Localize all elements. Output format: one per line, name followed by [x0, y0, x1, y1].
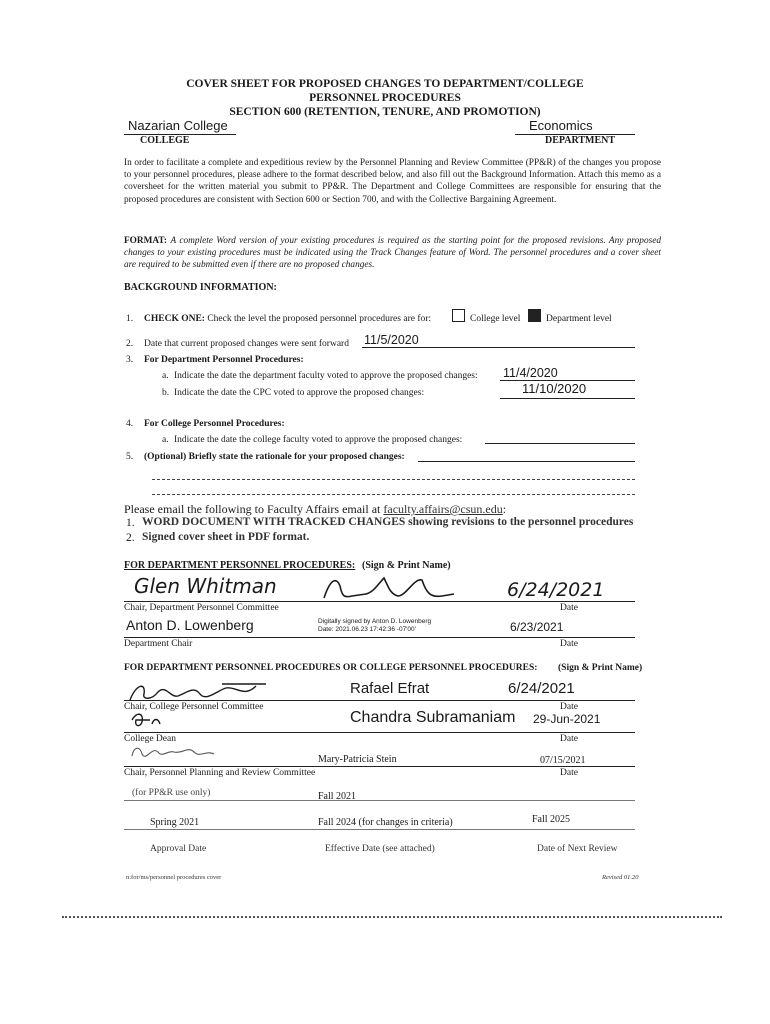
rationale-line-1[interactable] — [418, 461, 635, 462]
department-label: DEPARTMENT — [545, 135, 616, 146]
item4-number: 4. — [126, 419, 134, 429]
rationale-line-3[interactable] — [152, 494, 635, 495]
item3b-text: Indicate the date the CPC voted to approve the proposed changes: — [174, 388, 425, 398]
college-committee-date-label: Date — [560, 702, 578, 712]
ppr-term-value: Fall 2021 — [318, 791, 357, 802]
digital-signature-line1: Digitally signed by Anton D. Lowenberg — [318, 618, 432, 625]
email-colon: : — [502, 502, 507, 516]
college-value[interactable]: Nazarian College — [128, 118, 228, 133]
department-value[interactable]: Economics — [529, 118, 593, 133]
ppr-chair-date[interactable]: 07/15/2021 — [540, 755, 586, 766]
item4a-date-line[interactable] — [485, 443, 635, 444]
doc-title-line1: COVER SHEET FOR PROPOSED CHANGES TO DEPARTMENT/COLLEGE — [186, 78, 584, 90]
ppr-use-only-rule — [124, 800, 635, 801]
item2-date-line — [362, 347, 635, 348]
dept-chair-date-label: Date — [560, 639, 578, 649]
item3b-label: b. — [162, 388, 170, 398]
item3b-date-value[interactable]: 11/10/2020 — [522, 381, 587, 396]
item2-number: 2. — [126, 339, 134, 349]
college-committee-chair-date[interactable]: 6/24/2021 — [508, 680, 575, 697]
combined-section-heading: FOR DEPARTMENT PERSONNEL PROCEDURES OR COLLEGE PERSONNEL PROCEDURES: — [124, 663, 538, 673]
dept-section-heading-note: (Sign & Print Name) — [362, 560, 451, 571]
college-level-label: College level — [470, 314, 521, 324]
email-item1-number: 1. — [126, 517, 135, 529]
background-heading: BACKGROUND INFORMATION: — [124, 282, 277, 293]
doc-title-line3: SECTION 600 (RETENTION, TENURE, AND PROMOTION) — [229, 106, 541, 118]
dept-chair-date[interactable]: 6/23/2021 — [510, 620, 564, 634]
item3-heading: For Department Personnel Procedures: — [144, 355, 304, 365]
college-dean-label: College Dean — [124, 734, 176, 744]
college-dean-name[interactable]: Chandra Subramaniam — [350, 709, 516, 726]
faculty-affairs-email-link[interactable]: faculty.affairs@csun.edu — [383, 502, 503, 516]
college-committee-chair-name[interactable]: Rafael Efrat — [350, 680, 430, 697]
digital-signature-line2: Date: 2021.06.23 17:42:36 -07'00' — [318, 626, 416, 633]
ppr-use-only-label: (for PP&R use only) — [132, 788, 211, 798]
college-dean-sign-line — [124, 732, 635, 733]
approval-date-label: Approval Date — [150, 844, 207, 854]
intro-paragraph: In order to facilitate a complete and expeditious review by the Personnel Planning and Review Committee (PP&R) of the changes you propose to your personnel procedures, please adhere to the format described below, and also fill out the Background Information. Attach this memo as a coversheet for the written material you submit to PP&R. The Department and College Committees are responsible for ensuring that the proposed procedures are consistent with Section 600 or Section 700, and with the Collective Bargaining Agreement. — [124, 158, 661, 205]
effective-date-label: Effective Date (see attached) — [325, 844, 435, 854]
item2-text: Date that current proposed changes were sent forward — [144, 339, 349, 349]
department-level-label: Department level — [546, 314, 612, 324]
ppr-chair-date-label: Date — [560, 768, 578, 778]
item1-lead: CHECK ONE: — [144, 314, 205, 324]
item1-prompt: Check the level the proposed personnel procedures are for: — [207, 314, 432, 324]
next-review-date-label: Date of Next Review — [537, 844, 618, 854]
rationale-line-2[interactable] — [152, 479, 635, 480]
college-label: COLLEGE — [140, 135, 190, 146]
footer-revised: Revised 01.20 — [602, 874, 639, 881]
dept-committee-date-label: Date — [560, 603, 578, 613]
footer-left: n:for/ms/personnel procedures cover — [126, 874, 222, 881]
format-label: FORMAT: — [124, 236, 168, 246]
ppr-chair-signature[interactable] — [128, 742, 218, 764]
item4a-text: Indicate the date the college faculty voted to approve the proposed changes: — [174, 435, 463, 445]
dept-committee-chair-signature[interactable]: Glen Whitman — [134, 574, 277, 598]
item3b-date-line — [500, 398, 635, 399]
dept-section-heading: FOR DEPARTMENT PERSONNEL PROCEDURES: — [124, 560, 356, 571]
combined-section-heading-note: (Sign & Print Name) — [558, 663, 643, 673]
email-instruction — [124, 502, 506, 517]
college-dean-date-label: Date — [560, 734, 578, 744]
item4-heading: For College Personnel Procedures: — [144, 419, 285, 429]
email-item1-text: WORD DOCUMENT WITH TRACKED CHANGES showing revisions to the personnel procedures — [142, 516, 634, 528]
college-level-checkbox[interactable] — [452, 309, 465, 322]
dept-chair-label: Department Chair — [124, 639, 193, 649]
email-instruction-text: Please email the following to Faculty Affairs email at — [124, 502, 381, 516]
approval-date-value[interactable]: Spring 2021 — [150, 817, 200, 828]
college-committee-chair-label: Chair, College Personnel Committee — [124, 702, 264, 712]
college-dean-date[interactable]: 29-Jun-2021 — [533, 712, 601, 726]
ppr-dates-rule — [124, 829, 635, 830]
format-paragraph — [124, 235, 661, 272]
ppr-chair-label: Chair, Personnel Planning and Review Committee — [124, 768, 316, 778]
doc-title-line2: PERSONNEL PROCEDURES — [309, 92, 461, 104]
dept-chair-printed-name[interactable]: Anton D. Lowenberg — [126, 617, 254, 633]
ppr-chair-name[interactable]: Mary-Patricia Stein — [318, 754, 397, 765]
scan-edge-artifact — [62, 916, 722, 918]
effective-date-value[interactable]: Fall 2024 (for changes in criteria) — [318, 817, 453, 828]
dept-chair-sign-line — [124, 637, 635, 638]
college-dean-signature[interactable] — [128, 710, 168, 730]
format-text: A complete Word version of your existing procedures is required as the starting point for the proposed revisions. Any proposed changes to your existing procedures must be indicated using the Track Changes feature of Word. The personnel procedures and a cover sheet are required to be submitted even if there are no proposed changes. — [124, 236, 661, 271]
next-review-date-value[interactable]: Fall 2025 — [532, 814, 571, 825]
item1-number: 1. — [126, 314, 134, 324]
dept-chair-handwritten-date[interactable]: 6/24/2021 — [507, 579, 605, 601]
item5-number: 5. — [126, 452, 134, 462]
item3a-text: Indicate the date the department faculty voted to approve the proposed changes: — [174, 371, 478, 381]
dept-committee-chair-label: Chair, Department Personnel Committee — [124, 603, 279, 613]
item1-text — [144, 313, 431, 325]
email-item2-text: Signed cover sheet in PDF format. — [142, 531, 310, 543]
department-level-checkbox[interactable] — [528, 309, 541, 322]
item3a-label: a. — [162, 371, 169, 381]
item2-date-value[interactable]: 11/5/2020 — [364, 333, 419, 347]
item4a-label: a. — [162, 435, 169, 445]
item5-text: (Optional) Briefly state the rationale for your proposed changes: — [144, 452, 405, 462]
item3-number: 3. — [126, 355, 134, 365]
email-item2-number: 2. — [126, 532, 135, 544]
item3a-date-value[interactable]: 11/4/2020 — [503, 366, 558, 380]
dept-chair-handwritten-signature[interactable] — [318, 572, 458, 604]
